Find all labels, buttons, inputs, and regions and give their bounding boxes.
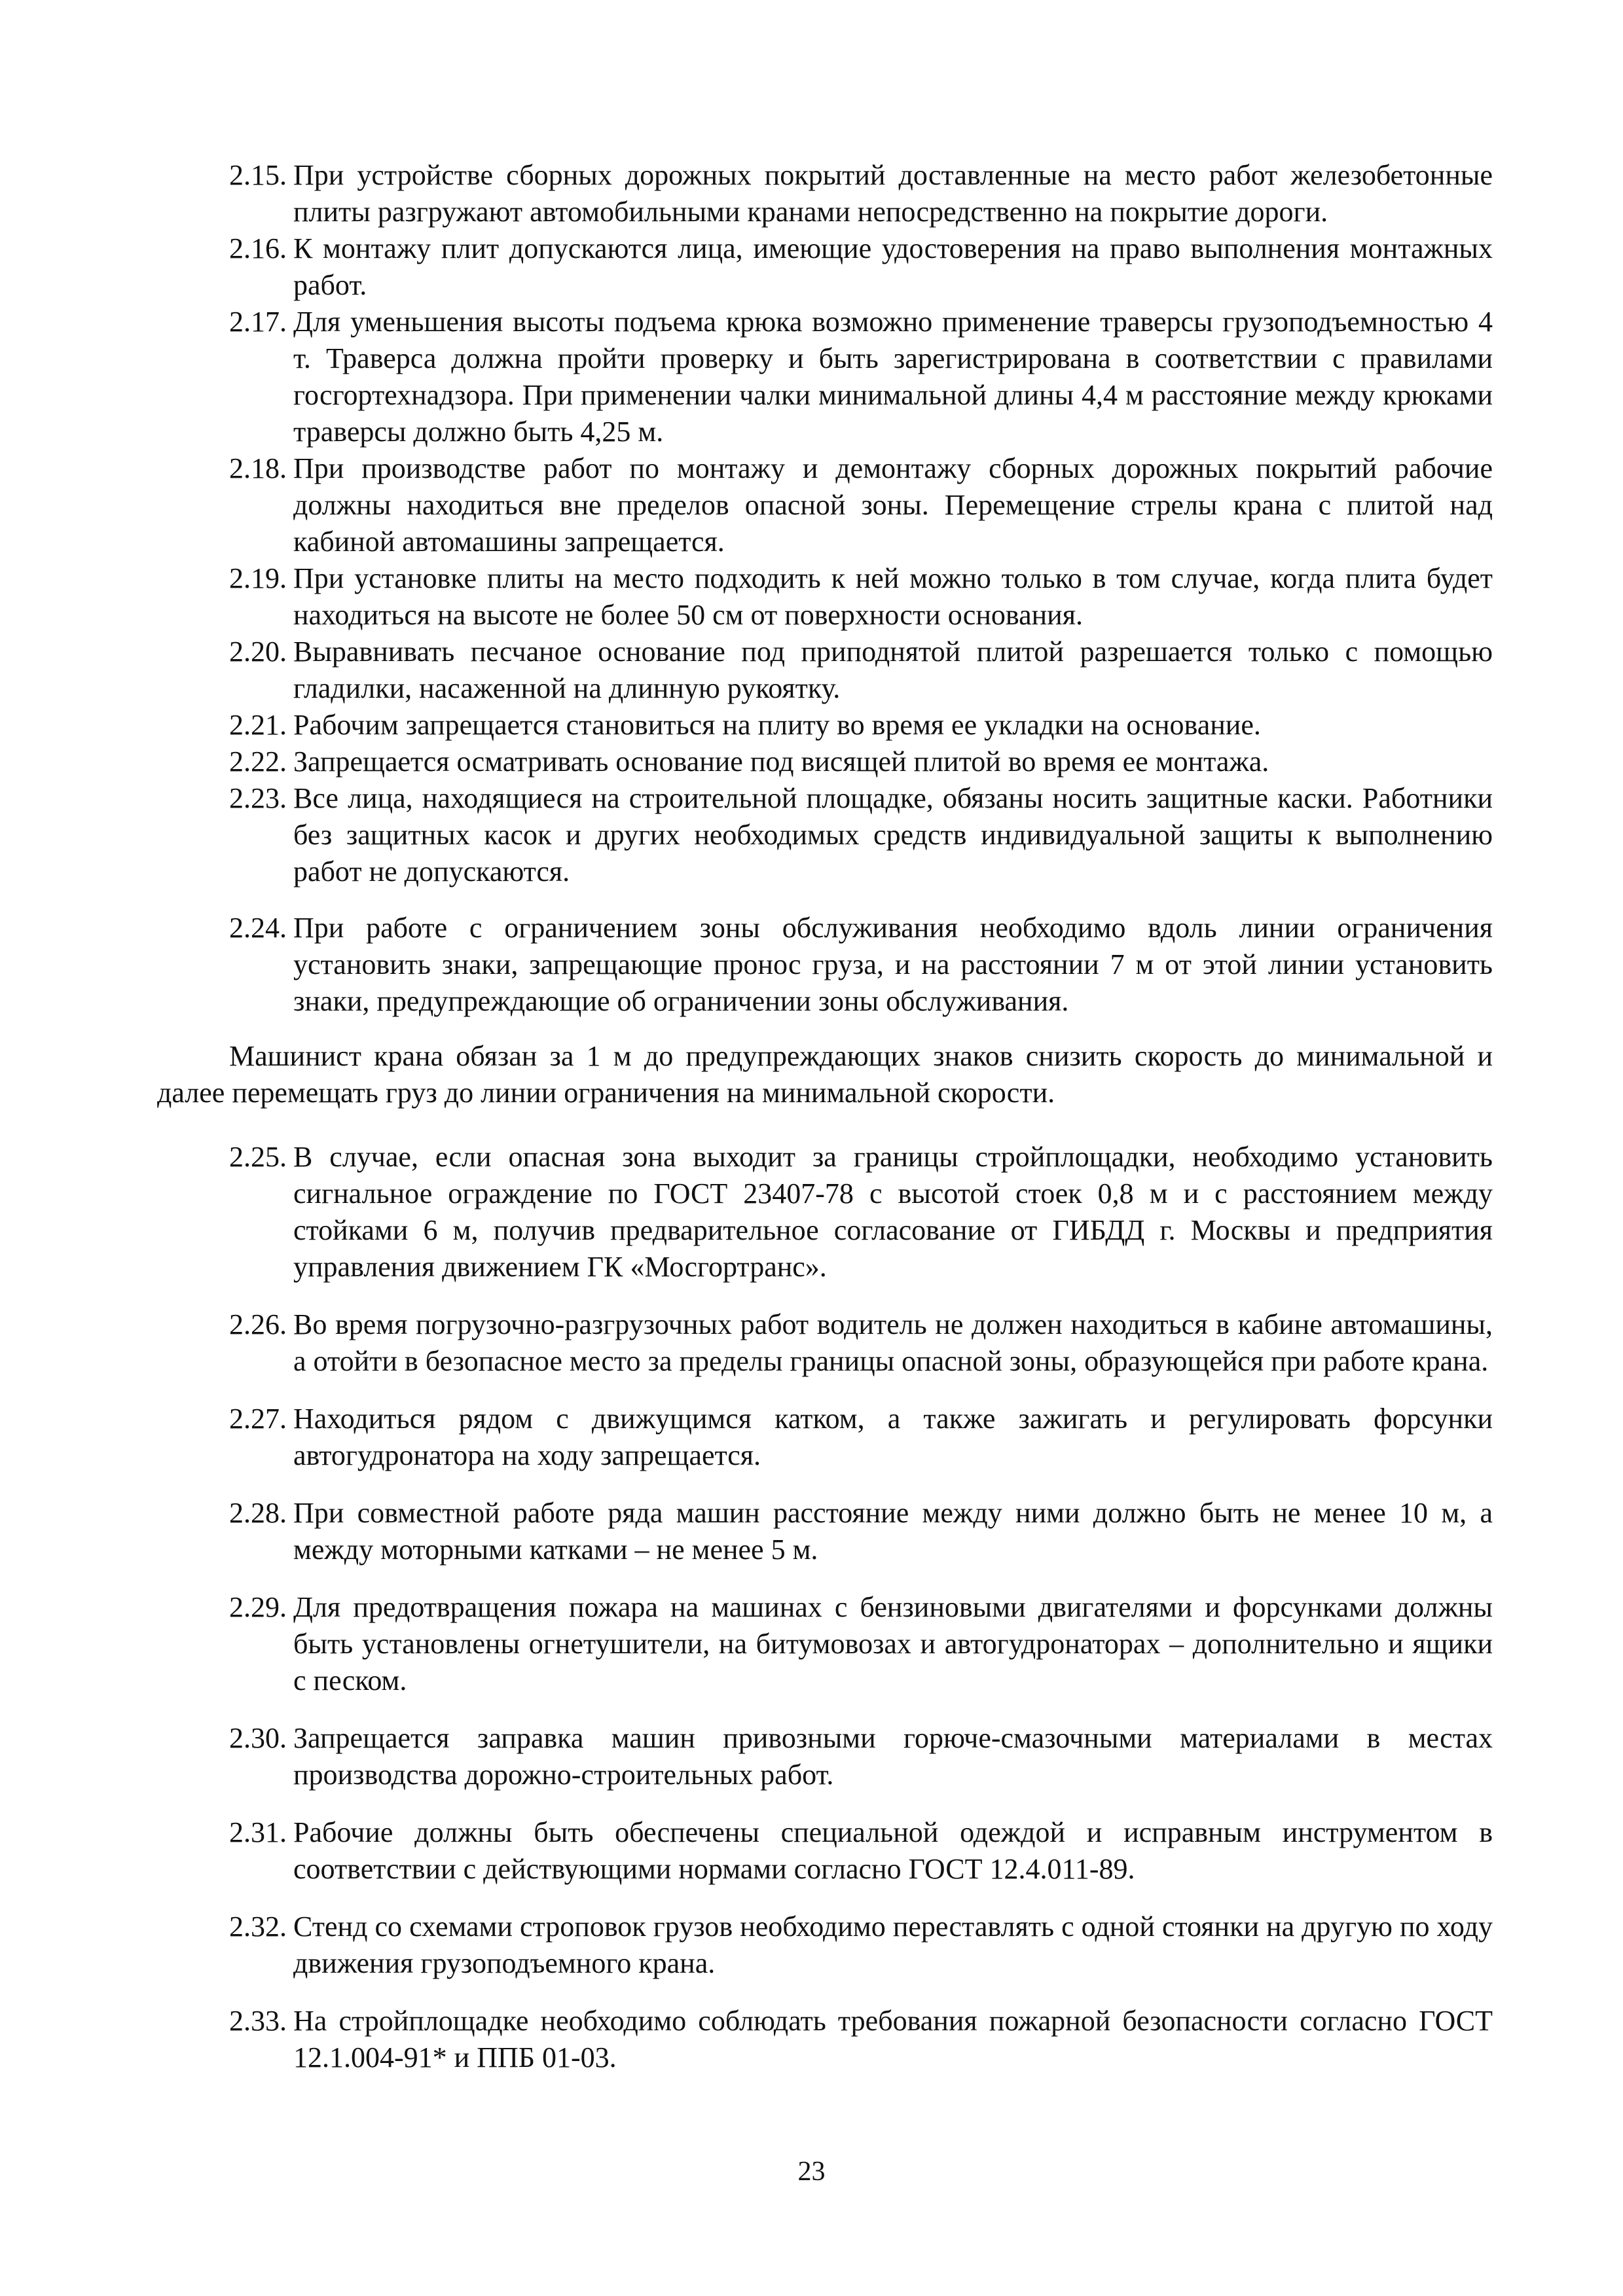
clause-2-15 bbox=[229, 157, 1493, 230]
document-body bbox=[157, 157, 1493, 2076]
clause-text: Запрещается заправка машин привозными горюче-смазочными материалами в местах производства дорожно-строительных работ. bbox=[293, 1722, 1493, 1791]
clause-number: 2.31. bbox=[229, 1816, 287, 1848]
clause-text: Запрещается осматривать основание под висящей плитой во время ее монтажа. bbox=[293, 745, 1269, 778]
clause-text: Выравнивать песчаное основание под приподнятой плитой разрешается только с помощью гладилки, насаженной на длинную рукоятку. bbox=[293, 636, 1493, 704]
clause-2-32 bbox=[229, 1909, 1493, 1982]
clause-text: Находиться рядом с движущимся катком, а также зажигать и регулировать форсунки автогудронатора на ходу запрещается. bbox=[293, 1403, 1493, 1471]
clause-2-24 bbox=[229, 910, 1493, 1020]
clause-2-25 bbox=[229, 1139, 1493, 1285]
clause-text: Для предотвращения пожара на машинах с бензиновыми двигателями и форсунками должны быть установлены огнетушители, на битумовозах и автогудронаторах – дополнительно и ящики с песком. bbox=[293, 1591, 1493, 1696]
clause-number: 2.30. bbox=[229, 1722, 287, 1754]
clause-2-28 bbox=[229, 1495, 1493, 1568]
clause-text: Во время погрузочно-разгрузочных работ водитель не должен находиться в кабине автомашины, а отойти в безопасное место за пределы границы опасной зоны, образующейся при работе крана. bbox=[293, 1308, 1493, 1377]
clause-text: При устройстве сборных дорожных покрытий доставленные на место работ железобетонные плиты разгружают автомобильными кранами непосредственно на покрытие дороги. bbox=[293, 159, 1493, 228]
clause-text: На стройплощадке необходимо соблюдать требования пожарной безопасности согласно ГОСТ 12.1.004-91* и ППБ 01-03. bbox=[293, 2005, 1493, 2073]
clause-text: При совместной работе ряда машин расстояние между ними должно быть не менее 10 м, а между моторными катками – не менее 5 м. bbox=[293, 1497, 1493, 1566]
clause-number: 2.20. bbox=[229, 636, 287, 668]
operator-paragraph: Машинист крана обязан за 1 м до предупреждающих знаков снизить скорость до минимальной и далее перемещать груз до линии ограничения на минимальной скорости. bbox=[157, 1040, 1493, 1109]
clause-text: Все лица, находящиеся на строительной площадке, обязаны носить защитные каски. Работники без защитных касок и других необходимых средств индивидуальной защиты к выполнению работ не допускаются. bbox=[293, 782, 1493, 888]
clause-2-19 bbox=[229, 560, 1493, 634]
clause-number: 2.15. bbox=[229, 159, 287, 191]
clause-text: В случае, если опасная зона выходит за границы стройплощадки, необходимо установить сигнальное ограждение по ГОСТ 23407-78 с высотой стоек 0,8 м и с расстоянием между стойками 6 м, получив предварительное согласование от ГИБДД г. Москвы и предприятия управления движением ГК «Мосгортранс». bbox=[293, 1141, 1493, 1283]
clause-number: 2.29. bbox=[229, 1591, 287, 1623]
clause-number: 2.33. bbox=[229, 2005, 287, 2037]
clause-number: 2.18. bbox=[229, 452, 287, 484]
clause-2-26 bbox=[229, 1306, 1493, 1380]
clause-2-20 bbox=[229, 634, 1493, 707]
clause-number: 2.16. bbox=[229, 232, 287, 264]
clause-2-27 bbox=[229, 1401, 1493, 1474]
clause-2-31 bbox=[229, 1814, 1493, 1888]
clause-number: 2.19. bbox=[229, 562, 287, 594]
clause-number: 2.24. bbox=[229, 912, 287, 944]
clause-number: 2.25. bbox=[229, 1141, 287, 1173]
clause-number: 2.27. bbox=[229, 1403, 287, 1435]
clause-2-29 bbox=[229, 1589, 1493, 1699]
page-number: 23 bbox=[797, 2157, 826, 2187]
clause-2-30 bbox=[229, 1720, 1493, 1793]
clause-text: Рабочие должны быть обеспечены специальной одеждой и исправным инструментом в соответствии с действующими нормами согласно ГОСТ 12.4.011-89. bbox=[293, 1816, 1493, 1885]
clause-number: 2.28. bbox=[229, 1497, 287, 1529]
clause-2-18 bbox=[229, 450, 1493, 560]
clause-text: При работе с ограничением зоны обслуживания необходимо вдоль линии ограничения установить знаки, запрещающие пронос груза, и на расстоянии 7 м от этой линии установить знаки, предупреждающие об ограничении зоны обслуживания. bbox=[293, 912, 1493, 1017]
clause-text: При установке плиты на место подходить к ней можно только в том случае, когда плита будет находиться на высоте не более 50 см от поверхности основания. bbox=[293, 562, 1493, 631]
clause-number: 2.32. bbox=[229, 1910, 287, 1943]
clause-2-17 bbox=[229, 304, 1493, 450]
clause-number: 2.26. bbox=[229, 1308, 287, 1340]
clause-text: При производстве работ по монтажу и демонтажу сборных дорожных покрытий рабочие должны находиться вне пределов опасной зоны. Перемещение стрелы крана с плитой над кабиной автомашины запрещается. bbox=[293, 452, 1493, 558]
clause-text: Для уменьшения высоты подъема крюка возможно применение траверсы грузоподъемностью 4 т. Траверса должна пройти проверку и быть зарегистрирована в соответствии с правилами госгортехнадзора. При применении чалки минимальной длины 4,4 м расстояние между крюками траверсы должно быть 4,25 м. bbox=[293, 306, 1493, 448]
clause-number: 2.23. bbox=[229, 782, 287, 814]
clause-number: 2.17. bbox=[229, 306, 287, 338]
clause-text: К монтажу плит допускаются лица, имеющие удостоверения на право выполнения монтажных работ. bbox=[293, 232, 1493, 301]
clause-2-33 bbox=[229, 2003, 1493, 2076]
clause-2-16 bbox=[229, 230, 1493, 304]
clause-number: 2.21. bbox=[229, 709, 287, 741]
clause-2-23 bbox=[229, 780, 1493, 890]
clause-2-22 bbox=[229, 744, 1493, 780]
clause-number: 2.22. bbox=[229, 745, 287, 778]
clause-text: Рабочим запрещается становиться на плиту во время ее укладки на основание. bbox=[293, 709, 1261, 741]
clause-text: Стенд со схемами строповок грузов необходимо переставлять с одной стоянки на другую по ходу движения грузоподъемного крана. bbox=[293, 1910, 1493, 1979]
clause-2-21 bbox=[229, 707, 1493, 744]
